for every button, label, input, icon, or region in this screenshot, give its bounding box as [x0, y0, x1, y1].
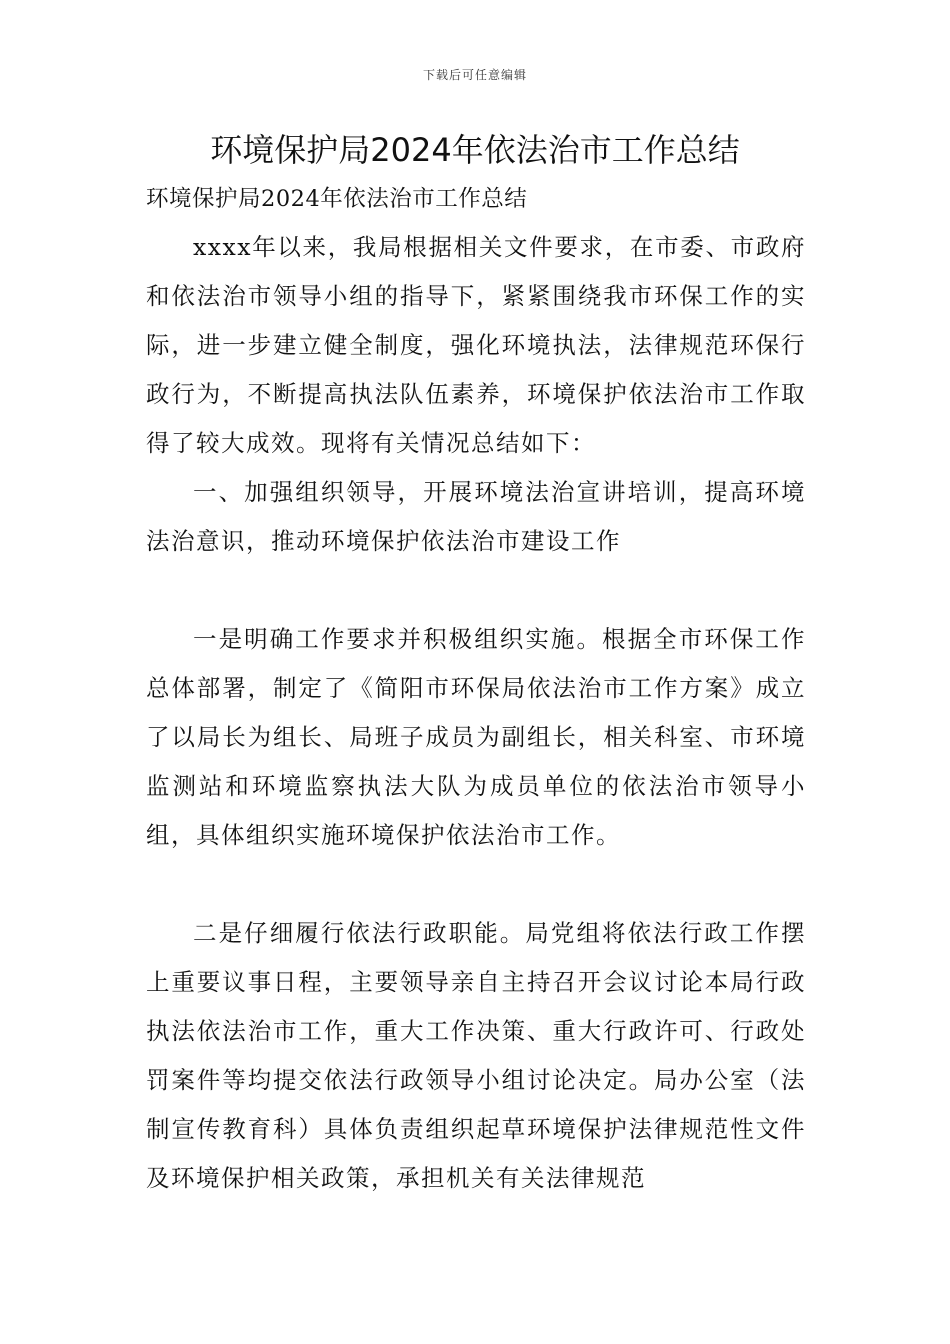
header-note: 下载后可任意编辑: [422, 68, 527, 82]
document-title: 环境保护局2024年依法治市工作总结: [210, 131, 740, 169]
section-heading-1: 一、加强组织领导，开展环境法治宣讲培训，提高环境法治意识，推动环境保护依法治市建设工作: [146, 478, 806, 555]
paragraph-intro: xxxx年以来，我局根据相关文件要求，在市委、市政府和依法治市领导小组的指导下，紧紧围绕我市环保工作的实际，进一步建立健全制度，强化环境执法，法律规范环保行政行为，不断提高执法队伍素养，环境保护依法治市工作取得了较大成效。现将有关情况总结如下：: [146, 233, 806, 457]
document-subtitle: 环境保护局2024年依法治市工作总结: [146, 186, 528, 212]
document-body: [146, 178, 806, 1203]
paragraph-item-1: 一是明确工作要求并积极组织实施。根据全市环保工作总体部署，制定了《简阳市环保局依法治市工作方案》成立了以局长为组长、局班子成员为副组长，相关科室、市环境监测站和环境监察执法大队为成员单位的依法治市领导小组，具体组织实施环境保护依法治市工作。: [146, 625, 806, 849]
paragraph-item-2: 二是仔细履行依法行政职能。局党组将依法行政工作摆上重要议事日程，主要领导亲自主持召开会议讨论本局行政执法依法治市工作，重大工作决策、重大行政许可、行政处罚案件等均提交依法行政领导小组讨论决定。局办公室（法制宣传教育科）具体负责组织起草环境保护法律规范性文件及环境保护相关政策，承担机关有关法律规范: [146, 919, 806, 1192]
